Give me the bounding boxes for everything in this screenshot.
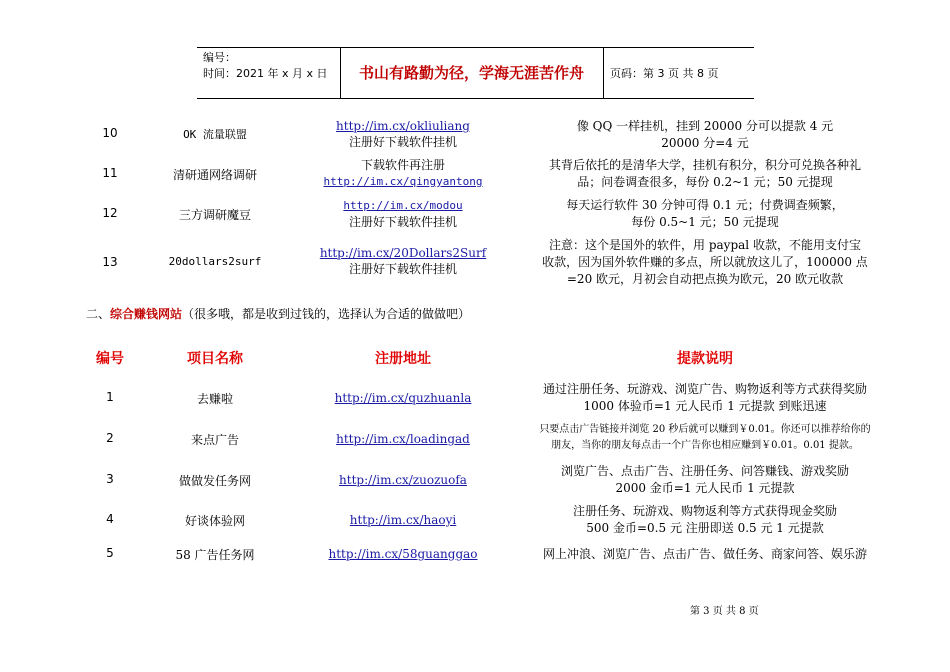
- header-page-label: 页码：第 3 页 共 8 页: [610, 67, 719, 80]
- register-note: 注册好下载软件挂机: [348, 215, 457, 229]
- row-number: 3: [106, 472, 114, 486]
- row-number: 10: [102, 126, 118, 140]
- desc-line: 其背后依托的是清华大学，挂机有积分，积分可兑换各种礼: [548, 158, 861, 172]
- section-prefix: 二、: [86, 307, 111, 321]
- header-meta: [203, 50, 328, 82]
- desc-line: 只要点击广告链接并浏览 20 秒后就可以赚到￥0.01。你还可以推荐给你的: [539, 424, 871, 435]
- row-number: 11: [102, 166, 118, 180]
- project-name: 做做发任务网: [178, 474, 251, 488]
- project-name: 20dollars2surf: [168, 255, 262, 268]
- register-link[interactable]: http://im.cx/58guanggao: [328, 547, 478, 561]
- desc-line: 通过注册任务、玩游戏、浏览广告、购物返利等方式获得奖励: [542, 382, 867, 396]
- header-time-label: 时间：2021 年 x 月 x 日: [203, 67, 328, 80]
- desc-line: 每天运行软件 30 分钟可得 0.1 元；付费调查频繁，: [566, 198, 844, 212]
- desc-line: 500 金币=0.5 元 注册即送 0.5 元 1 元提款: [586, 521, 824, 535]
- register-link[interactable]: http://im.cx/20Dollars2Surf: [319, 246, 487, 260]
- row-number: 5: [106, 546, 114, 560]
- desc-line: 1000 体验币=1 元人民币 1 元提款 到账迅速: [583, 399, 827, 413]
- project-name: 58 广告任务网: [175, 548, 255, 562]
- desc-line: 收款，因为国外软件赚的多点，所以就放这儿了，100000 点: [542, 255, 868, 269]
- project-name: OK 流量联盟: [183, 128, 247, 141]
- register-link[interactable]: http://im.cx/modou: [343, 199, 463, 212]
- row-number: 13: [102, 255, 118, 269]
- desc-line: =20 欧元，月初会自动把点换为欧元，20 欧元收款: [566, 272, 844, 286]
- project-name: 清研通网络调研: [172, 168, 257, 182]
- desc-line: 每份 0.5~1 元；50 元提现: [631, 215, 779, 229]
- section-note: （很多哦，都是收到过钱的，选择认为合适的做做吧）: [182, 307, 471, 321]
- header-number-label: 编号：: [203, 51, 236, 64]
- row-number: 1: [106, 390, 114, 404]
- column-header-number: 编号: [96, 351, 124, 367]
- header-divider: [603, 48, 604, 98]
- register-link[interactable]: http://im.cx/loadingad: [336, 432, 470, 446]
- section-title: 综合赚钱网站: [110, 307, 183, 321]
- desc-line: 品；问卷调查很多，每份 0.2~1 元；50 元提现: [577, 175, 833, 189]
- row-number: 2: [106, 431, 114, 445]
- register-link[interactable]: http://im.cx/qingyantong: [323, 175, 483, 188]
- project-name: 好谈体验网: [184, 514, 245, 528]
- row-number: 4: [106, 512, 114, 526]
- column-header-desc: 提款说明: [677, 351, 733, 367]
- desc-line: 注册任务、玩游戏、购物返利等方式获得现金奖励: [572, 504, 837, 518]
- project-name: 去赚啦: [196, 392, 233, 406]
- desc-line: 网上冲浪、浏览广告、点击广告、做任务、商家问答、娱乐游: [542, 547, 867, 561]
- register-link[interactable]: http://im.cx/haoyi: [349, 513, 457, 527]
- project-name: 三方调研魔豆: [178, 208, 251, 222]
- register-note: 注册好下载软件挂机: [348, 262, 457, 276]
- desc-line: 浏览广告、点击广告、注册任务、问答赚钱、游戏奖励: [560, 464, 849, 478]
- column-header-name: 项目名称: [187, 351, 243, 367]
- desc-line: 2000 金币=1 元人民币 1 元提款: [615, 481, 795, 495]
- section-heading: [86, 305, 470, 322]
- desc-line: 朋友，当你的朋友每点击一个广告你也相应赚到￥0.01。0.01 提款。: [551, 440, 859, 451]
- register-note: 注册好下载软件挂机: [348, 135, 457, 149]
- page-footer: 第 3 页 共 8 页: [690, 606, 759, 617]
- register-link[interactable]: http://im.cx/quzhuanla: [334, 391, 472, 405]
- header-motto: 书山有路勤为径，学海无涯苦作舟: [358, 63, 584, 82]
- register-link[interactable]: http://im.cx/zuozuofa: [339, 473, 467, 487]
- row-number: 12: [102, 206, 118, 220]
- register-link[interactable]: http://im.cx/okliuliang: [336, 119, 470, 133]
- column-header-url: 注册地址: [375, 351, 431, 367]
- desc-line: 注意：这个是国外的软件，用 paypal 收款，不能用支付宝: [549, 238, 861, 252]
- register-note: 下载软件再注册: [360, 158, 445, 172]
- desc-line: 像 QQ 一样挂机，挂到 20000 分可以提款 4 元: [576, 119, 834, 133]
- project-name: 来点广告: [190, 433, 239, 447]
- desc-line: 20000 分=4 元: [661, 136, 749, 150]
